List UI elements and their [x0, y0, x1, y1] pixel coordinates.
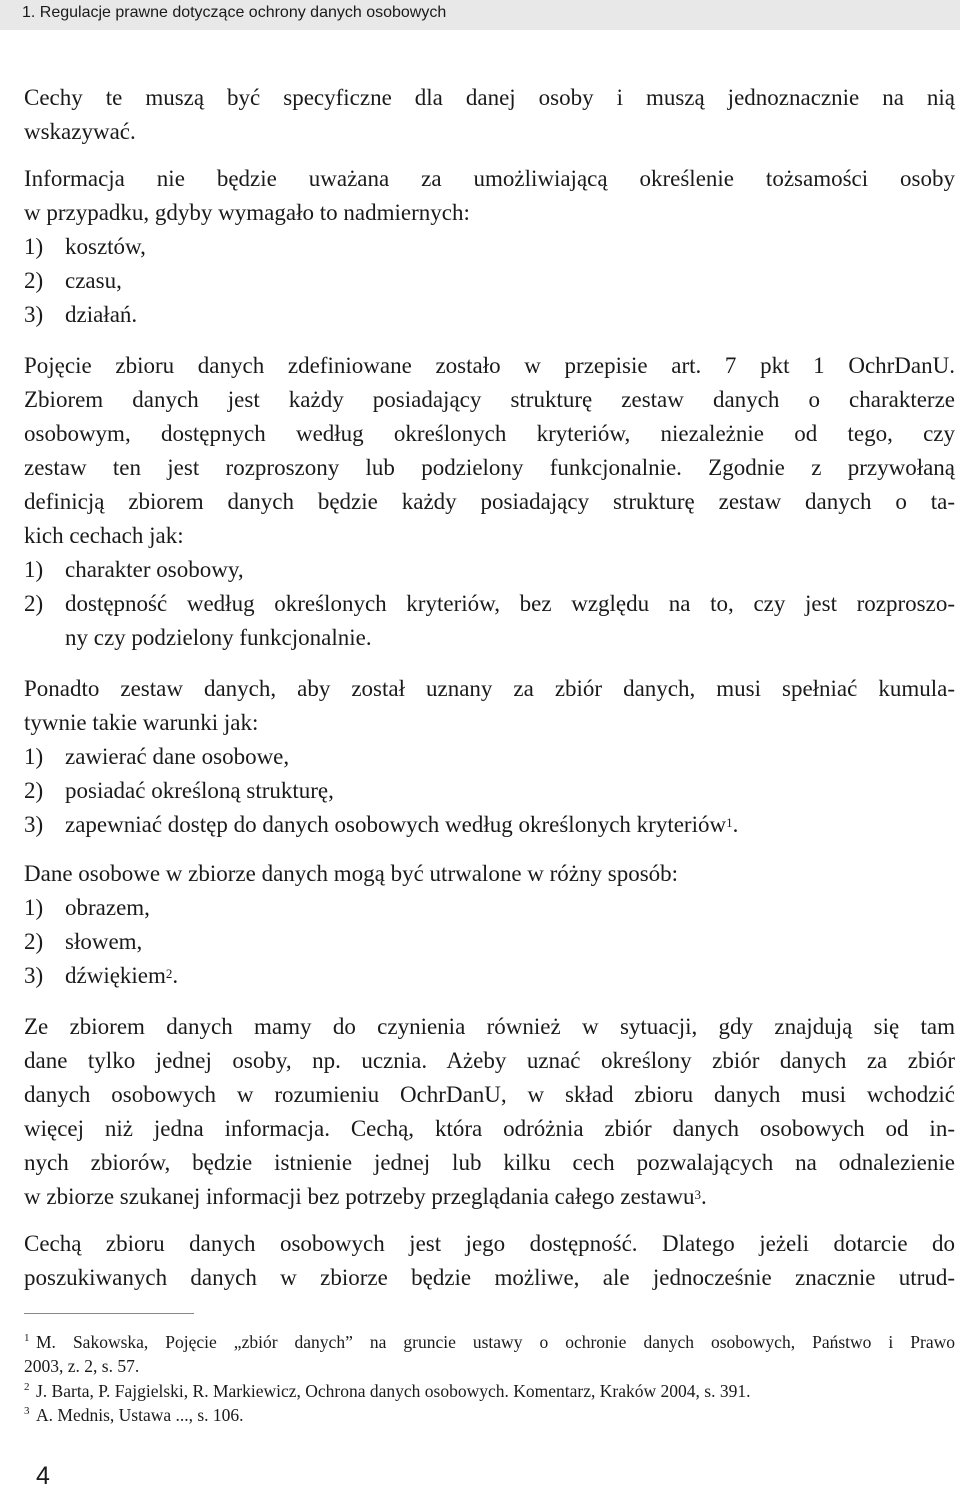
paragraph-line: definicją zbiorem danych będzie każdy posiadający strukturę zestaw danych o ta-	[24, 489, 955, 514]
list-text: obrazem,	[65, 895, 150, 920]
footnote-text: A. Mednis, Ustawa ..., s. 106.	[36, 1405, 244, 1425]
paragraph-line: więcej niż jedna informacja. Cechą, która odróżnia zbiór danych osobowych od in-	[24, 1116, 955, 1141]
list-number: 2)	[24, 778, 44, 803]
list-text-body: dźwiękiem	[65, 963, 166, 988]
list-number: 1)	[24, 895, 44, 920]
list-text-continuation: ny czy podzielony funkcjonalnie.	[65, 625, 372, 650]
paragraph-line: danych osobowych w rozumieniu OchrDanU, w skład zbioru danych musi wchodzić	[24, 1082, 955, 1107]
list-text: czasu,	[65, 268, 122, 293]
list-text: posiadać określoną strukturę,	[65, 778, 334, 803]
list-text-body: zapewniać dostęp do danych osobowych według określonych kryteriów	[65, 812, 727, 837]
list-text: kosztów,	[65, 234, 146, 259]
list-text: charakter osobowy,	[65, 557, 244, 582]
paragraph-line: Ze zbiorem danych mamy do czynienia również w sytuacji, gdy znajdują się tam	[24, 1014, 955, 1039]
paragraph-line: kich cechach jak:	[24, 523, 184, 548]
list-number: 1)	[24, 234, 44, 259]
footnote-text: J. Barta, P. Fajgielski, R. Markiewicz, Ochrona danych osobowych. Komentarz, Kraków 2004, s. 391.	[36, 1381, 751, 1401]
list-text: dostępność według określonych kryteriów, bez względu na to, czy jest rozproszo-	[65, 591, 955, 616]
paragraph-line-body: w zbiorze szukanej informacji bez potrzeby przeglądania całego zestawu	[24, 1184, 695, 1209]
list-number: 3)	[24, 812, 44, 837]
paragraph-line: tywnie takie warunki jak:	[24, 710, 259, 735]
paragraph-line: dane tylko jednej osoby, np. ucznia. Ażeby uznać określony zbiór danych za zbiór	[24, 1048, 955, 1073]
list-text	[65, 959, 178, 993]
list-number: 3)	[24, 963, 44, 988]
list-number: 3)	[24, 302, 44, 327]
footnote-separator	[24, 1313, 194, 1314]
list-text: zawierać dane osobowe,	[65, 744, 290, 769]
list-number: 1)	[24, 557, 44, 582]
footnote-ref: 3	[694, 1187, 702, 1202]
footnote-mark: 2	[24, 1381, 30, 1393]
paragraph-line: Pojęcie zbioru danych zdefiniowane zostało w przepisie art. 7 pkt 1 OchrDanU.	[24, 353, 955, 378]
paragraph-line: Zbiorem danych jest każdy posiadający strukturę zestaw danych o charakterze	[24, 387, 955, 412]
paragraph-line: wskazywać.	[24, 119, 136, 144]
page-number: 4	[36, 1462, 50, 1490]
list-text	[65, 808, 738, 842]
running-header	[0, 0, 960, 30]
paragraph-line-tail: .	[701, 1184, 707, 1209]
paragraph-line: Cechy te muszą być specyficzne dla danej osoby i muszą jednoznacznie na nią	[24, 85, 955, 110]
paragraph-line	[24, 1180, 707, 1214]
paragraph-line: Informacja nie będzie uważana za umożliwiającą określenie tożsamości osoby	[24, 166, 955, 191]
footnote-mark: 3	[24, 1405, 30, 1417]
paragraph-line: Cechą zbioru danych osobowych jest jego dostępność. Dlatego jeżeli dotarcie do	[24, 1231, 955, 1256]
paragraph-line: zestaw ten jest rozproszony lub podzielony funkcjonalnie. Zgodnie z przywołaną	[24, 455, 955, 480]
list-text-tail: .	[172, 963, 179, 988]
paragraph-line: w przypadku, gdyby wymagało to nadmiernych:	[24, 200, 470, 225]
list-number: 2)	[24, 268, 44, 293]
paragraph-line: nych zbiorów, będzie istnienie jednej lub kilku cech pozwalających na odnalezienie	[24, 1150, 955, 1175]
footnote-text-continuation: 2003, z. 2, s. 57.	[24, 1356, 140, 1376]
chapter-title: 1. Regulacje prawne dotyczące ochrony danych osobowych	[22, 4, 447, 21]
paragraph-line: poszukiwanych danych w zbiorze będzie możliwe, ale jednocześnie znacznie utrud-	[24, 1265, 955, 1290]
paragraph-line: osobowym, dostępnych według określonych kryteriów, niezależnie od tego, czy	[24, 421, 955, 446]
list-number: 2)	[24, 929, 44, 954]
footnote-ref: 1	[726, 815, 733, 830]
footnote-text: M. Sakowska, Pojęcie „zbiór danych” na gruncie ustawy o ochronie danych osobowych, Państwo i Prawo	[36, 1332, 955, 1352]
list-text: działań.	[65, 302, 138, 327]
list-text: słowem,	[65, 929, 143, 954]
footnote-ref: 2	[165, 966, 173, 981]
paragraph-line: Ponadto zestaw danych, aby został uznany za zbiór danych, musi spełniać kumula-	[24, 676, 955, 701]
footnote-mark: 1	[24, 1332, 30, 1344]
list-number: 1)	[24, 744, 44, 769]
list-text-tail: .	[732, 812, 739, 837]
paragraph-line: Dane osobowe w zbiorze danych mogą być utrwalone w różny sposób:	[24, 861, 679, 886]
list-number: 2)	[24, 591, 44, 616]
